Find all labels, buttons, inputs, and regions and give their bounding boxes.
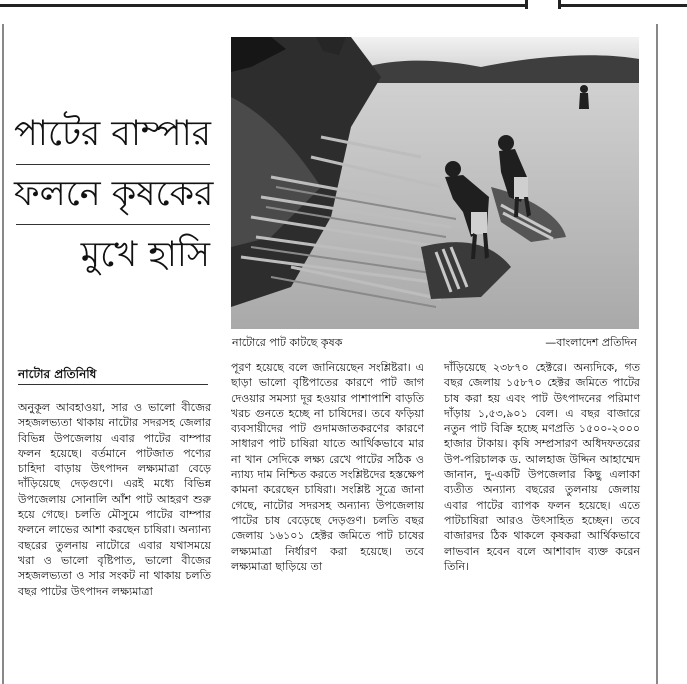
article-text: পূরণ হয়েছে বলে জানিয়েছেন সংশ্লিষ্টরা। এ ছাড়া ভালো বৃষ্টিপাতের কারণে পাট জাগ দেওয়ার সমস্যা দূর হওয়ার পাশাপাশি বাড়তি খরচ গুনতে হচ্ছে না চাষিদের। তবে ফড়িয়া ব্যবসায়ীদের পাট গুদামজাতকরণের কারণে সাধারণ পাট চাষিরা যাতে আর্থিকভাবে মার না খান সেদিকে লক্ষ্য রেখে পাটের সঠিক ও ন্যায্য দাম নিশ্চিত করতে সংশ্লিষ্টদের হস্তক্ষেপ কামনা করেছেন চাষিরা। সংশ্লিষ্ট সূত্রে জানা গেছে, নাটোর সদরসহ অন্যান্য উপজেলায় পাটের চাষ বেড়েছে দেড়গুণ। চলতি বছর জেলায় ১৬১০১ হেক্টর জমিতে পাট চাষের লক্ষ্যমাত্রা নির্ধারণ করা হয়েছে। তবে লক্ষ্যমাত্রা ছাড়িয়ে তা [231, 361, 424, 573]
top-rule [0, 4, 687, 7]
headline-divider [16, 224, 210, 225]
headline-line-2: ফলনে কৃষকের [14, 174, 214, 214]
article-column-3 [444, 360, 640, 574]
headline-line-1: পাটের বাম্পার [14, 114, 212, 154]
article-text: দাঁড়িয়েছে ২৩৮৭০ হেক্টরে। অন্যদিকে, গত বছর জেলায় ১৫৮৭০ হেক্টর জমিতে পাটের চাষ করা হয় এবং পাট উৎপাদনের পরিমাণ দাঁড়ায় ১,৫৩,৯০১ বেল। এ বছর বাজারে নতুন পাট বিক্রি হচ্ছে মণপ্রতি ১৫০০-২০০০ হাজার টাকায়। কৃষি সম্প্রসারণ অধিদফতরের উপ-পরিচালক ড. আলহাজ উদ্দিন আহাম্মেদ জানান, দু-একটি উপজেলার কিছু এলাকা ব্যতীত অন্যান্য বছরের তুলনায় জেলায় এবার পাটের ব্যাপক ফলন হয়েছে। এতে পাটচাষিরা আরও উৎসাহিত হচ্ছেন। তবে বাজারদর ঠিক থাকলে কৃষকরা আর্থিকভাবে লাভবান হবেন বলে আশাবাদ ব্যক্ত করেন তিনি। [444, 361, 640, 573]
byline: নাটোর প্রতিনিধি [18, 367, 97, 381]
headline-divider [16, 164, 210, 165]
page-tab-notch [525, 0, 561, 9]
headline-line-3: মুখে হাসি [80, 235, 210, 275]
photo-caption: নাটোরে পাট কাটছে কৃষক [232, 336, 343, 349]
jute-field-illustration [231, 37, 639, 329]
article-text: অনুকূল আবহাওয়া, সার ও ভালো বীজের সহজলভ্যতা থাকায় নাটোর সদরসহ জেলার বিভিন্ন উপজেলায় এবার পাটের বাম্পার ফলন হয়েছে। বর্তমানে পাটজাত পণ্যের চাহিদা বাড়ায় উৎপাদন লক্ষ্যমাত্রা বেড়ে দাঁড়িয়েছে দেড়গুণে। এরই মধ্যে বিভিন্ন উপজেলায় সোনালি আঁশ পাট আহরণ শুরু হয়ে গেছে। চলতি মৌসুমে পাটের বাম্পার ফলনে লাভের আশা করছেন চাষিরা। অন্যান্য বছরের তুলনায় নাটোরে এবার যথাসময়ে খরা ও ভালো বৃষ্টিপাত, ভালো বীজের সহজলভ্যতা ও সার সংকট না থাকায় চলতি বছর পাটের উৎপাদন লক্ষ্যমাত্রা [18, 401, 211, 598]
article-column-1 [18, 400, 211, 599]
news-photo-jute-harvest [231, 37, 639, 329]
byline-rule [18, 384, 208, 385]
article-column-2 [231, 360, 424, 574]
photo-credit: —বাংলাদেশ প্রতিদিন [545, 336, 637, 349]
